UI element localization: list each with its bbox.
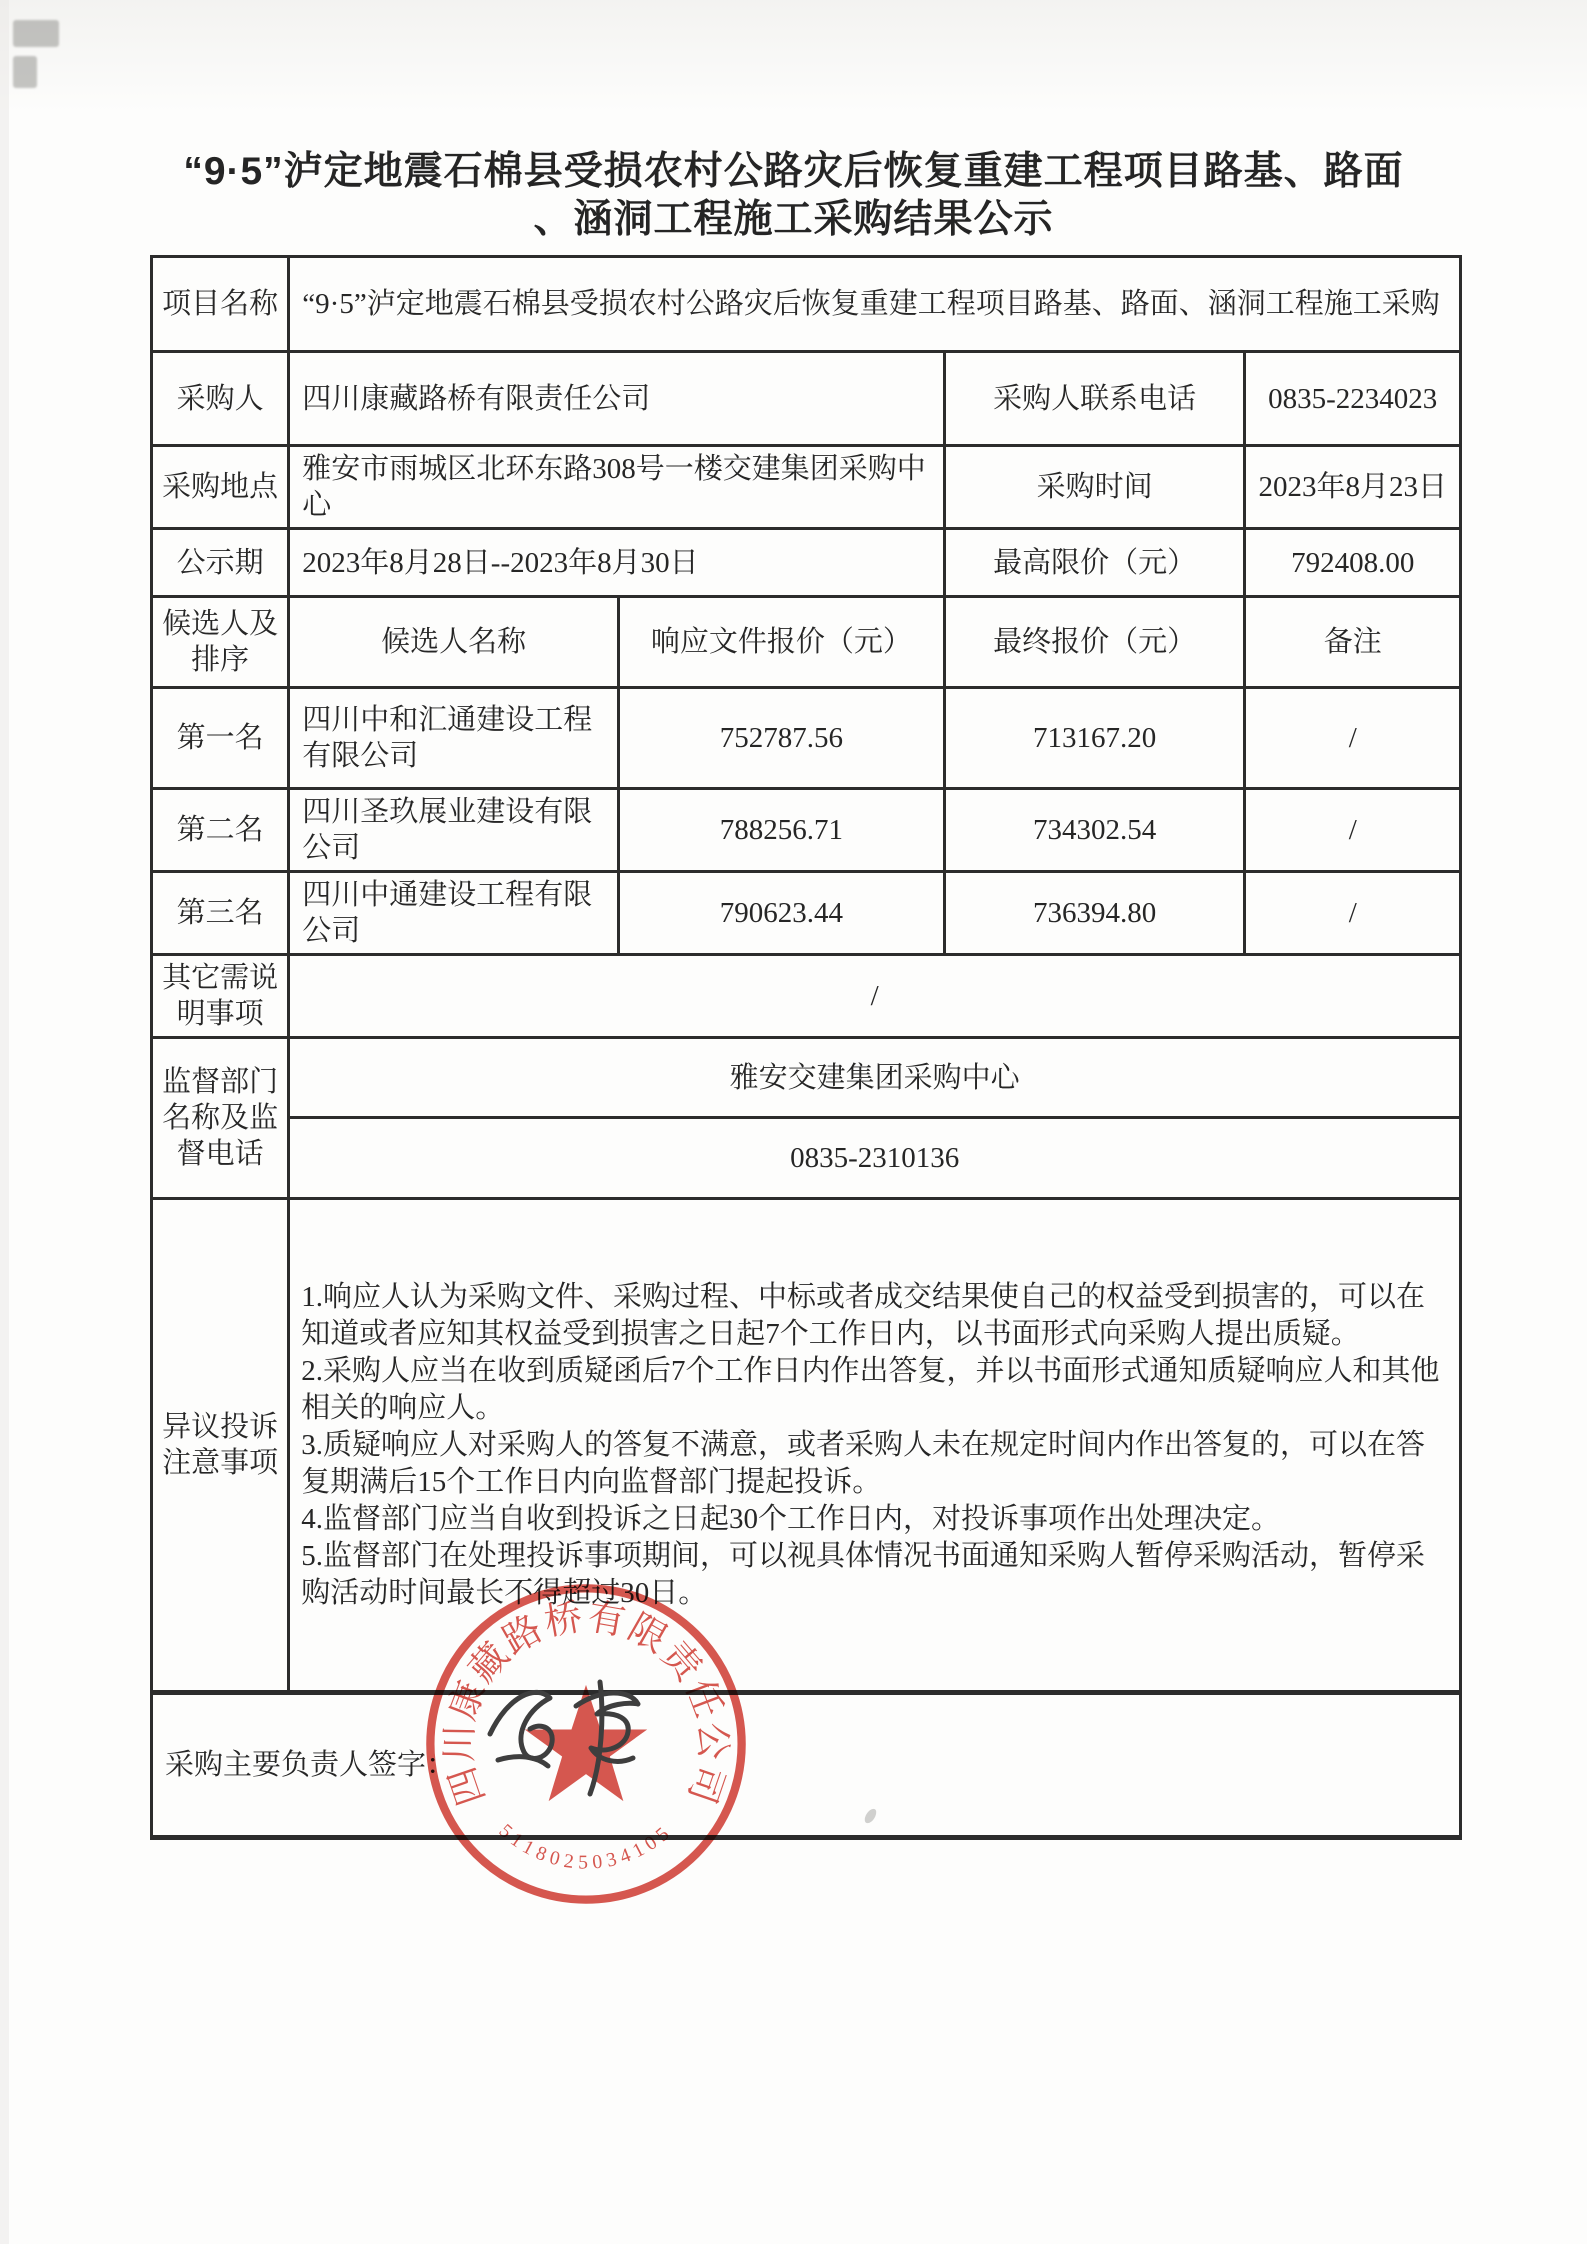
objection-item: 2.采购人应当在收到质疑函后7个工作日内作出答复，并以书面形式通知质疑响应人和其他相关的响应人。 bbox=[301, 1354, 1440, 1424]
candidate-name: 四川中和汇通建设工程有限公司 bbox=[289, 688, 619, 789]
row-candidate-header bbox=[152, 597, 1461, 688]
candidate-final-price: 734302.54 bbox=[944, 789, 1245, 872]
candidate-rank: 第一名 bbox=[152, 688, 289, 789]
purchase-time-value: 2023年8月23日 bbox=[1245, 446, 1461, 529]
scan-artifact bbox=[13, 20, 59, 47]
supervision-phone: 0835-2310136 bbox=[289, 1118, 1461, 1199]
candidate-row bbox=[152, 688, 1461, 789]
page-title-line2: 、涵洞工程施工采购结果公示 bbox=[533, 198, 1054, 241]
procurement-result-table bbox=[150, 255, 1462, 1840]
header-candidate-name: 候选人名称 bbox=[289, 597, 619, 688]
candidate-name: 四川中通建设工程有限公司 bbox=[289, 872, 619, 955]
objection-item: 1.响应人认为采购文件、采购过程、中标或者成交结果使自己的权益受到损害的，可以在知道或者应知其权益受到损害之日起7个工作日内，以书面形式向采购人提出质疑。 bbox=[301, 1280, 1426, 1350]
page-title bbox=[60, 148, 1527, 244]
seal-company-text: 四川康藏路桥有限责任公司 bbox=[439, 1596, 733, 1811]
objection-item: 5.监督部门在处理投诉事项期间，可以视具体情况书面通知采购人暂停采购活动，暂停采购活动时间最长不得超过30日。 bbox=[301, 1539, 1426, 1609]
seal-number-text: 5118025034105 bbox=[494, 1819, 678, 1874]
supervision-name: 雅安交建集团采购中心 bbox=[289, 1038, 1461, 1118]
row-objection-notes bbox=[152, 1199, 1461, 1693]
publicity-value: 2023年8月28日--2023年8月30日 bbox=[289, 529, 944, 597]
candidate-doc-price: 788256.71 bbox=[619, 789, 945, 872]
candidate-row bbox=[152, 789, 1461, 872]
handwritten-signature bbox=[478, 1662, 688, 1812]
row-supervision-phone bbox=[152, 1118, 1461, 1199]
other-notes-value: / bbox=[289, 955, 1461, 1038]
scan-shading bbox=[0, 0, 1587, 112]
candidate-doc-price: 752787.56 bbox=[619, 688, 945, 789]
svg-text:5118025034105 bbox=[495, 1820, 678, 1874]
purchaser-phone-label: 采购人联系电话 bbox=[944, 352, 1245, 446]
page-title-line1: “9·5”泸定地震石棉县受损农村公路灾后恢复重建工程项目路基、路面 bbox=[183, 150, 1404, 193]
scan-artifact bbox=[13, 56, 37, 88]
purchaser-label: 采购人 bbox=[152, 352, 289, 446]
location-label: 采购地点 bbox=[152, 446, 289, 529]
candidate-name: 四川圣玖展业建设有限公司 bbox=[289, 789, 619, 872]
row-project-name bbox=[152, 257, 1461, 352]
candidate-remark: / bbox=[1245, 688, 1461, 789]
objection-item: 3.质疑响应人对采购人的答复不满意，或者采购人未在规定时间内作出答复的，可以在答复期满后15个工作日内向监督部门提起投诉。 bbox=[301, 1428, 1426, 1498]
purchaser-phone-value: 0835-2234023 bbox=[1245, 352, 1461, 446]
row-purchaser bbox=[152, 352, 1461, 446]
candidate-final-price: 713167.20 bbox=[944, 688, 1245, 789]
supervision-label: 监督部门名称及监督电话 bbox=[152, 1038, 289, 1199]
objection-label: 异议投诉注意事项 bbox=[152, 1199, 289, 1693]
location-value: 雅安市雨城区北环东路308号一楼交建集团采购中心 bbox=[289, 446, 944, 529]
row-publicity-period bbox=[152, 529, 1461, 597]
row-signature bbox=[152, 1693, 1461, 1838]
candidate-doc-price: 790623.44 bbox=[619, 872, 945, 955]
max-price-label: 最高限价（元） bbox=[944, 529, 1245, 597]
purchaser-value: 四川康藏路桥有限责任公司 bbox=[289, 352, 944, 446]
scan-edge bbox=[0, 0, 9, 2244]
candidate-final-price: 736394.80 bbox=[944, 872, 1245, 955]
row-location bbox=[152, 446, 1461, 529]
header-rank: 候选人及排序 bbox=[152, 597, 289, 688]
candidate-remark: / bbox=[1245, 872, 1461, 955]
row-supervision-name bbox=[152, 1038, 1461, 1118]
header-doc-price: 响应文件报价（元） bbox=[619, 597, 945, 688]
purchase-time-label: 采购时间 bbox=[944, 446, 1245, 529]
objection-item: 4.监督部门应当自收到投诉之日起30个工作日内，对投诉事项作出处理决定。 bbox=[301, 1502, 1281, 1535]
candidate-rank: 第二名 bbox=[152, 789, 289, 872]
candidate-row bbox=[152, 872, 1461, 955]
candidate-rank: 第三名 bbox=[152, 872, 289, 955]
publicity-label: 公示期 bbox=[152, 529, 289, 597]
project-name-value: “9·5”泸定地震石棉县受损农村公路灾后恢复重建工程项目路基、路面、涵洞工程施工采购 bbox=[289, 257, 1461, 352]
other-notes-label: 其它需说明事项 bbox=[152, 955, 289, 1038]
candidate-remark: / bbox=[1245, 789, 1461, 872]
header-final-price: 最终报价（元） bbox=[944, 597, 1245, 688]
row-other-notes bbox=[152, 955, 1461, 1038]
header-remark: 备注 bbox=[1245, 597, 1461, 688]
signature-label: 采购主要负责人签字： bbox=[152, 1693, 1461, 1838]
project-name-label: 项目名称 bbox=[152, 257, 289, 352]
max-price-value: 792408.00 bbox=[1245, 529, 1461, 597]
